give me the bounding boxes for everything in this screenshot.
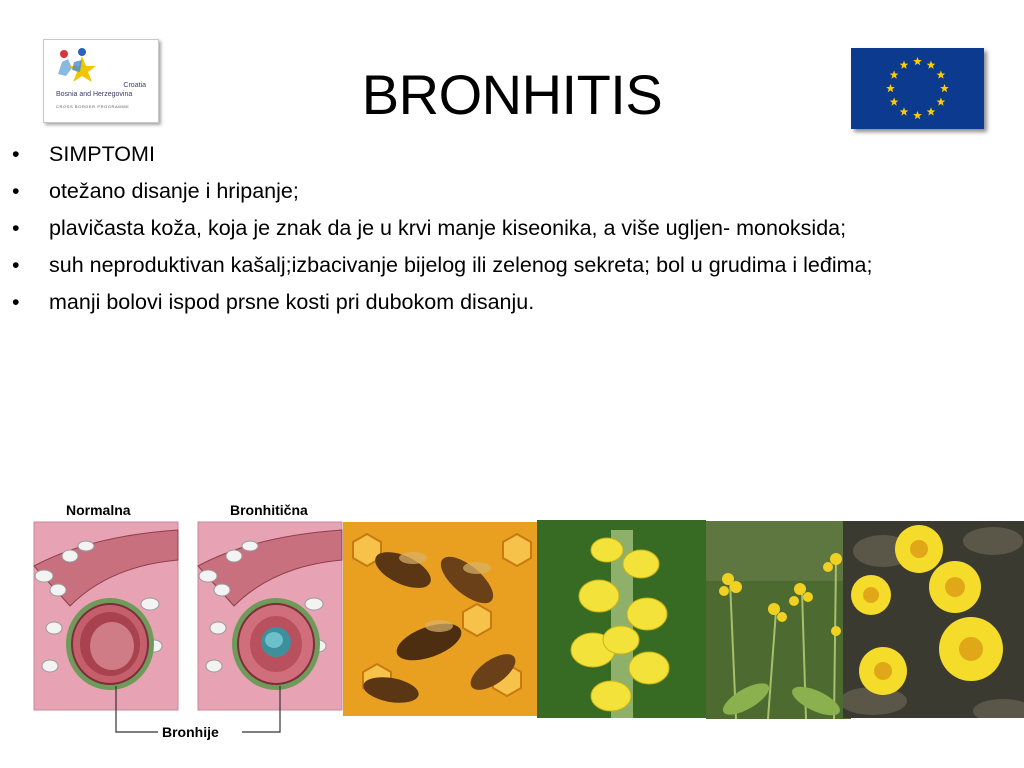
label-bronchi: Bronhije bbox=[162, 724, 219, 740]
eu-star-icon bbox=[886, 84, 895, 92]
primrose-photo bbox=[706, 521, 851, 719]
bronchi-diagram bbox=[30, 496, 348, 746]
logo-text-bih: Bosnia and Herzegovina bbox=[56, 91, 133, 98]
eu-star-icon bbox=[940, 84, 949, 92]
list-item: • suh neproduktivan kašalj;izbacivanje bijelog ili zelenog sekreta; bol u grudima i leđima; bbox=[8, 253, 1018, 278]
eu-star-icon bbox=[890, 97, 899, 105]
honey-bees-photo bbox=[343, 522, 537, 716]
logo-text-croatia: Croatia bbox=[123, 82, 146, 89]
slide-title: BRONHITIS bbox=[361, 63, 663, 126]
eu-flag bbox=[851, 48, 984, 129]
eu-star-icon bbox=[937, 97, 946, 105]
mullein-photo bbox=[537, 520, 706, 718]
label-bronchitic: Bronhitična bbox=[230, 502, 308, 518]
eu-stars-icon bbox=[851, 48, 984, 129]
list-item: • plavičasta koža, koja je znak da je u krvi manje kiseonika, a više ugljen- monoksida; bbox=[8, 216, 1018, 241]
bronchi-illustration bbox=[30, 496, 348, 746]
eu-star-icon bbox=[913, 111, 922, 119]
coltsfoot-photo bbox=[843, 521, 1024, 718]
eu-star-icon bbox=[900, 61, 909, 69]
eu-star-icon bbox=[900, 107, 909, 115]
symptom-list bbox=[8, 142, 1018, 327]
list-item: • SIMPTOMI bbox=[8, 142, 1018, 167]
list-item: • manji bolovi ispod prsne kosti pri dubokom disanju. bbox=[8, 290, 1018, 315]
eu-star-icon bbox=[927, 61, 936, 69]
eu-star-icon bbox=[927, 107, 936, 115]
list-item: • otežano disanje i hripanje; bbox=[8, 179, 1018, 204]
eu-star-icon bbox=[937, 70, 946, 78]
eu-star-icon bbox=[913, 57, 922, 65]
label-normal: Normalna bbox=[66, 502, 131, 518]
logo-text-programme: CROSS BORDER PROGRAMME bbox=[56, 104, 130, 109]
eu-star-icon bbox=[890, 70, 899, 78]
